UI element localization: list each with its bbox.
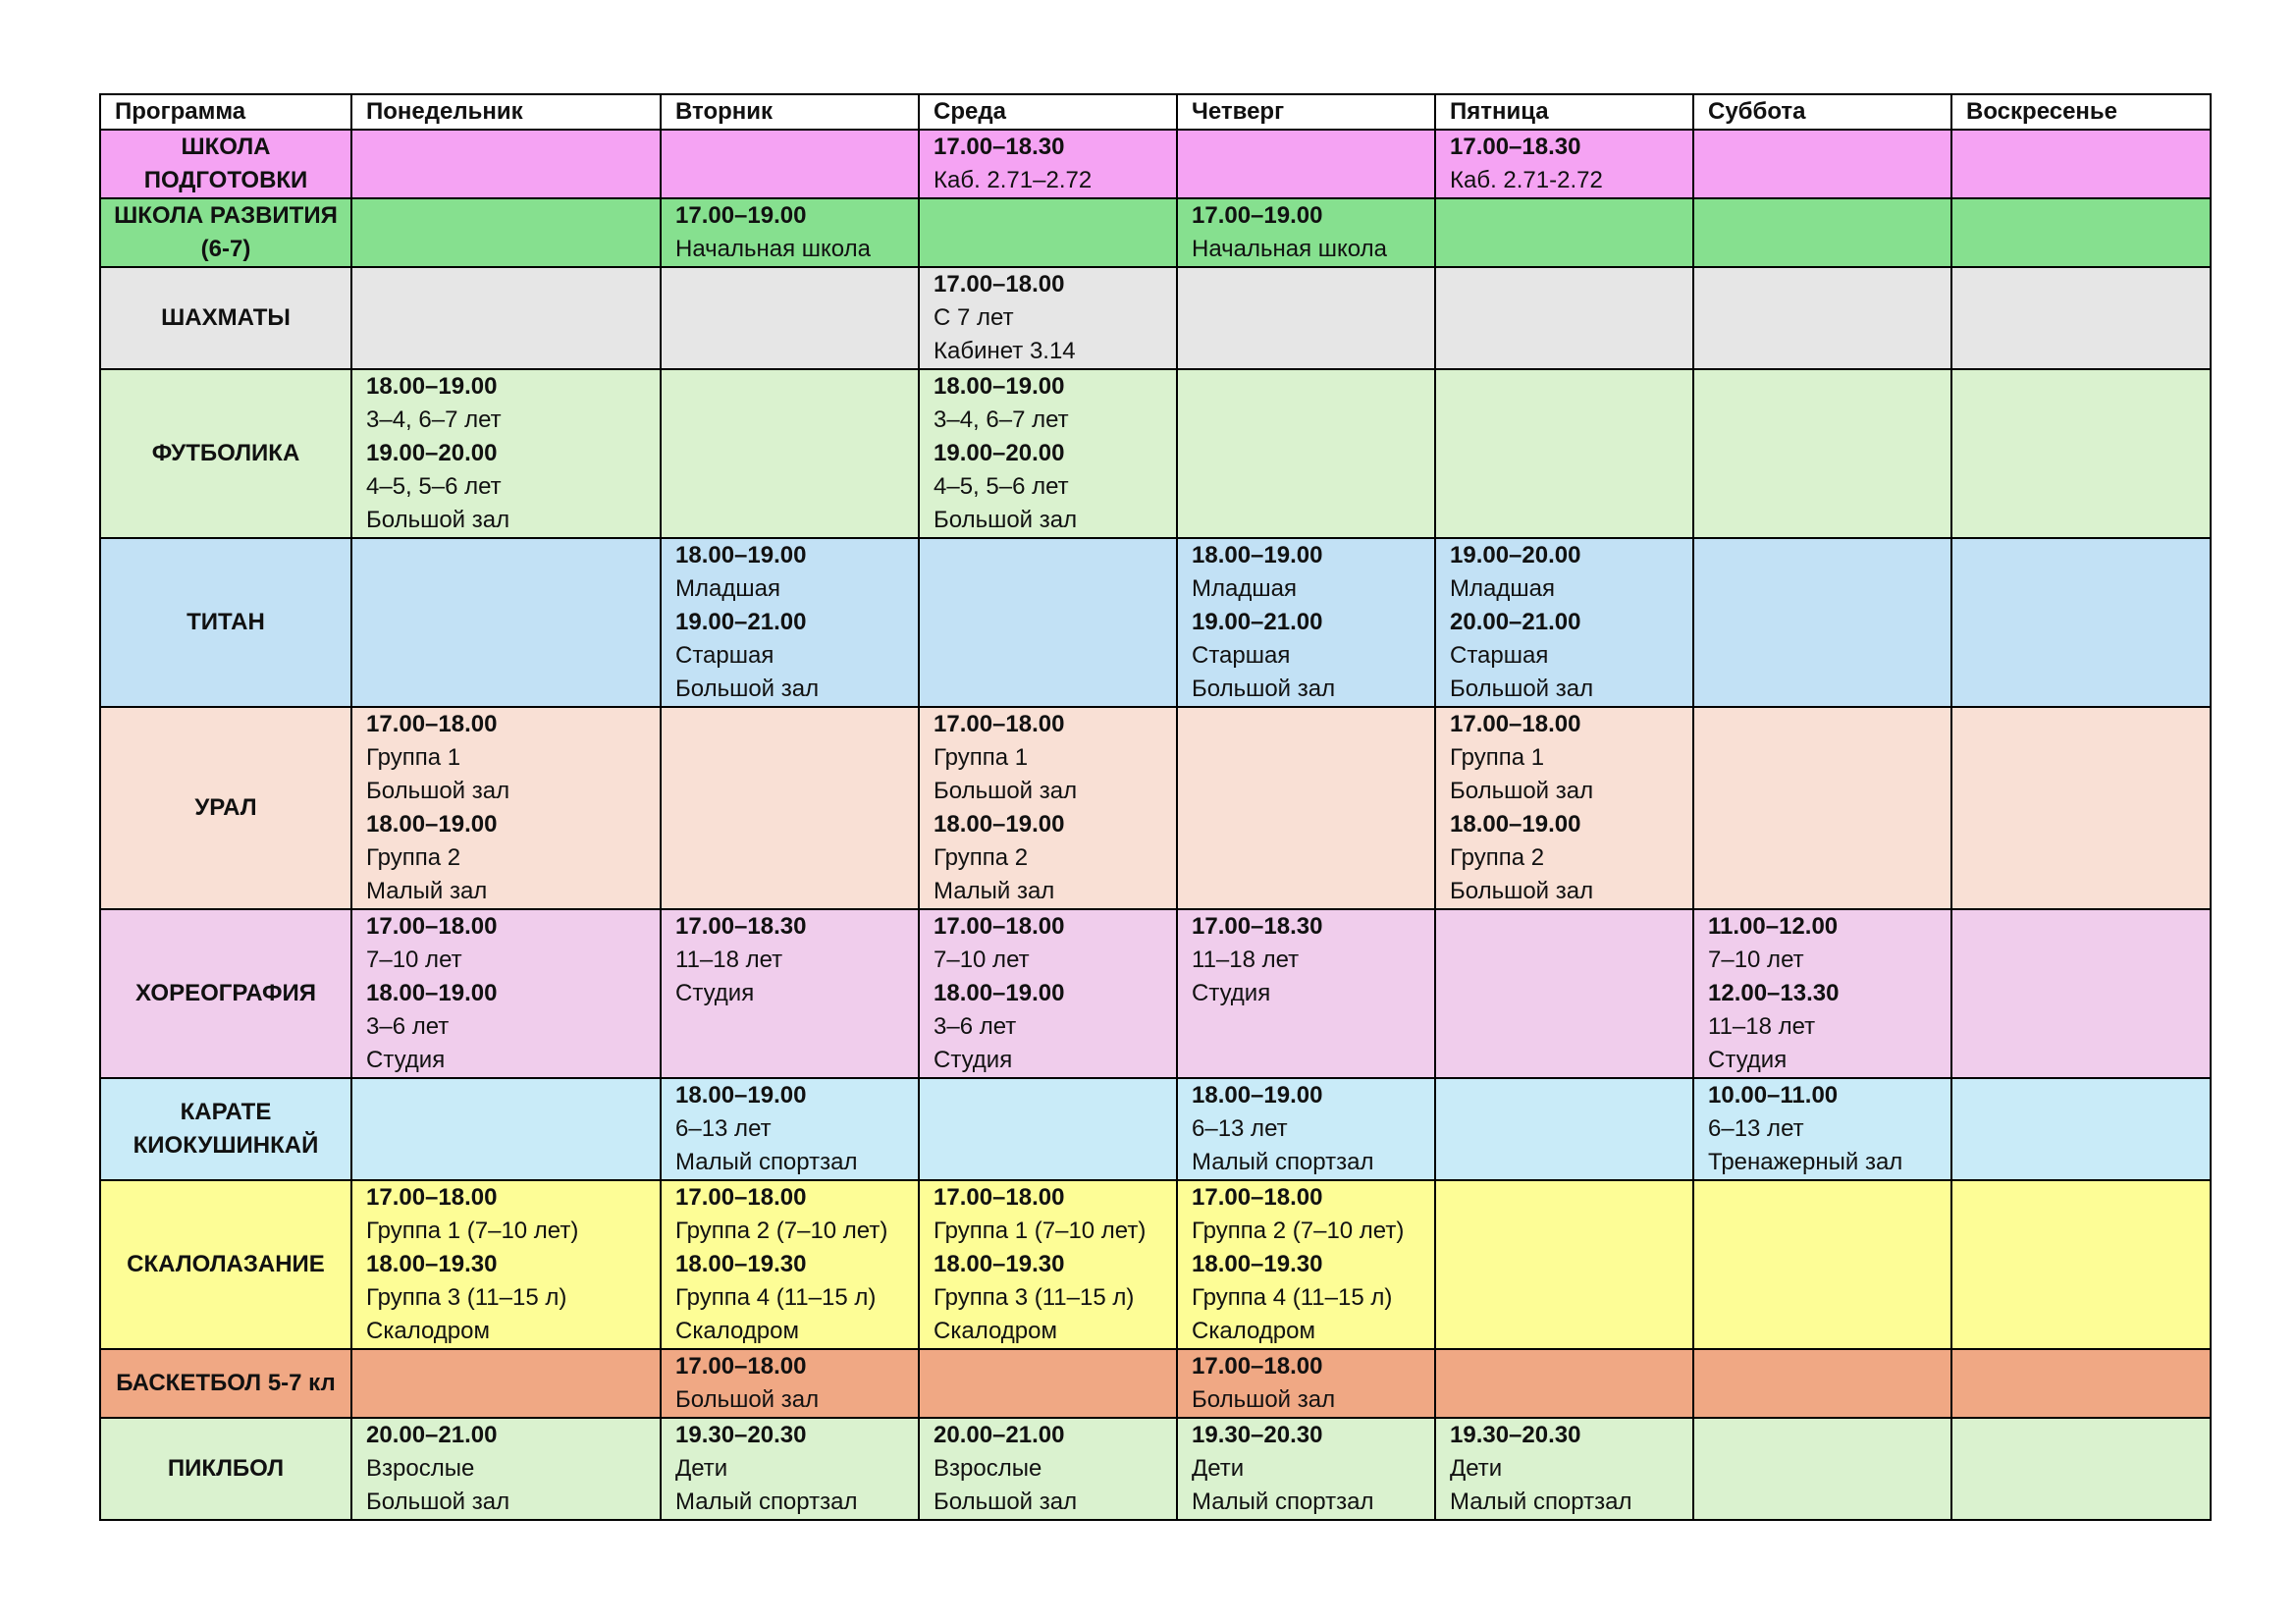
schedule-cell-wednesday [919, 198, 1177, 267]
header-friday: Пятница [1435, 94, 1693, 130]
program-name: ТИТАН [100, 538, 351, 707]
schedule-cell-sunday [1951, 1180, 2211, 1349]
program-name: КАРАТЕ КИОКУШИНКАЙ [100, 1078, 351, 1180]
cell-detail: Дети [675, 1455, 728, 1482]
time-slot: 17.00–18.00 [934, 913, 1065, 940]
schedule-cell-tuesday [661, 1418, 919, 1520]
cell-detail: Группа 3 (11–15 л) [366, 1284, 567, 1311]
time-slot: 18.00–19.00 [934, 373, 1065, 400]
time-slot: 17.00–19.00 [1192, 202, 1323, 229]
schedule-cell-saturday [1693, 909, 1951, 1078]
schedule-cell-saturday [1693, 1078, 1951, 1180]
schedule-cell-thursday [1177, 198, 1435, 267]
cell-detail: Большой зал [934, 1489, 1078, 1515]
cell-detail: Скалодром [934, 1318, 1057, 1344]
cell-detail: 6–13 лет [675, 1115, 772, 1142]
time-slot: 19.00–20.00 [1450, 542, 1581, 568]
time-slot: 19.30–20.30 [1192, 1422, 1323, 1448]
schedule-cell-thursday [1177, 909, 1435, 1078]
schedule-cell-monday [351, 538, 661, 707]
cell-detail: Группа 1 [1450, 744, 1545, 771]
time-slot: 18.00–19.00 [366, 980, 498, 1006]
cell-detail: Группа 3 (11–15 л) [934, 1284, 1135, 1311]
cell-detail: 6–13 лет [1708, 1115, 1804, 1142]
cell-detail: Группа 1 [366, 744, 461, 771]
schedule-cell-tuesday [661, 369, 919, 538]
cell-detail: Начальная школа [675, 236, 871, 262]
cell-detail: Большой зал [675, 676, 820, 702]
schedule-cell-monday [351, 267, 661, 369]
time-slot: 18.00–19.00 [934, 980, 1065, 1006]
header-saturday: Суббота [1693, 94, 1951, 130]
cell-detail: Малый спортзал [1192, 1489, 1374, 1515]
table-row [100, 1180, 2211, 1349]
cell-detail: Группа 2 (7–10 лет) [675, 1218, 888, 1244]
cell-detail: Взрослые [934, 1455, 1042, 1482]
time-slot: 17.00–18.00 [675, 1353, 807, 1380]
schedule-cell-saturday [1693, 198, 1951, 267]
program-name: ПИКЛБОЛ [100, 1418, 351, 1520]
cell-detail: 7–10 лет [366, 947, 462, 973]
schedule-cell-wednesday [919, 267, 1177, 369]
schedule-cell-tuesday [661, 198, 919, 267]
schedule-cell-friday [1435, 1078, 1693, 1180]
cell-detail: Большой зал [1192, 1386, 1336, 1413]
cell-detail: Старшая [1450, 642, 1549, 669]
time-slot: 17.00–18.00 [1450, 711, 1581, 737]
schedule-cell-friday [1435, 538, 1693, 707]
table-row [100, 909, 2211, 1078]
schedule-cell-saturday [1693, 1349, 1951, 1418]
header-program: Программа [100, 94, 351, 130]
schedule-cell-thursday [1177, 130, 1435, 198]
time-slot: 17.00–18.00 [934, 711, 1065, 737]
cell-detail: Взрослые [366, 1455, 475, 1482]
schedule-cell-wednesday [919, 130, 1177, 198]
cell-detail: Большой зал [675, 1386, 820, 1413]
cell-detail: 3–4, 6–7 лет [934, 406, 1069, 433]
schedule-cell-tuesday [661, 1349, 919, 1418]
cell-detail: Большой зал [1450, 778, 1594, 804]
cell-detail: Младшая [1450, 575, 1555, 602]
header-tuesday: Вторник [661, 94, 919, 130]
cell-detail: Скалодром [366, 1318, 490, 1344]
time-slot: 19.30–20.30 [1450, 1422, 1581, 1448]
schedule-cell-sunday [1951, 369, 2211, 538]
cell-detail: Дети [1450, 1455, 1503, 1482]
header-sunday: Воскресенье [1951, 94, 2211, 130]
table-row [100, 369, 2211, 538]
schedule-cell-tuesday [661, 538, 919, 707]
time-slot: 17.00–18.00 [1192, 1184, 1323, 1211]
cell-detail: Старшая [1192, 642, 1291, 669]
cell-detail: Каб. 2.71–2.72 [934, 167, 1093, 193]
cell-detail: Студия [675, 980, 755, 1006]
cell-detail: Малый спортзал [675, 1149, 858, 1175]
table-row [100, 198, 2211, 267]
schedule-cell-saturday [1693, 1180, 1951, 1349]
cell-detail: Малый спортзал [1450, 1489, 1632, 1515]
schedule-cell-friday [1435, 130, 1693, 198]
time-slot: 17.00–18.00 [1192, 1353, 1323, 1380]
cell-detail: 7–10 лет [934, 947, 1030, 973]
time-slot: 19.00–20.00 [366, 440, 498, 466]
header-thursday: Четверг [1177, 94, 1435, 130]
schedule-cell-friday [1435, 1349, 1693, 1418]
time-slot: 18.00–19.00 [366, 373, 498, 400]
time-slot: 18.00–19.30 [934, 1251, 1065, 1277]
time-slot: 17.00–18.00 [366, 1184, 498, 1211]
header-monday: Понедельник [351, 94, 661, 130]
table-row [100, 1078, 2211, 1180]
schedule-cell-sunday [1951, 1349, 2211, 1418]
time-slot: 17.00–18.00 [675, 1184, 807, 1211]
header-row [100, 94, 2211, 130]
schedule-cell-wednesday [919, 538, 1177, 707]
cell-detail: Младшая [1192, 575, 1297, 602]
cell-detail: 3–6 лет [366, 1013, 450, 1040]
table-row [100, 538, 2211, 707]
cell-detail: Студия [934, 1047, 1013, 1073]
schedule-cell-wednesday [919, 1349, 1177, 1418]
program-name: УРАЛ [100, 707, 351, 909]
schedule-cell-tuesday [661, 1180, 919, 1349]
time-slot: 19.00–21.00 [1192, 609, 1323, 635]
cell-detail: Большой зал [366, 1489, 510, 1515]
schedule-cell-saturday [1693, 369, 1951, 538]
program-name: ШКОЛА РАЗВИТИЯ (6-7) [100, 198, 351, 267]
schedule-cell-thursday [1177, 1180, 1435, 1349]
header-wednesday: Среда [919, 94, 1177, 130]
schedule-cell-monday [351, 369, 661, 538]
time-slot: 12.00–13.30 [1708, 980, 1840, 1006]
table-row [100, 707, 2211, 909]
table-row [100, 1349, 2211, 1418]
schedule-cell-friday [1435, 1180, 1693, 1349]
time-slot: 18.00–19.00 [1192, 1082, 1323, 1109]
schedule-cell-wednesday [919, 369, 1177, 538]
schedule-cell-sunday [1951, 538, 2211, 707]
schedule-cell-wednesday [919, 1418, 1177, 1520]
cell-detail: 3–6 лет [934, 1013, 1017, 1040]
schedule-cell-sunday [1951, 1418, 2211, 1520]
cell-detail: Большой зал [934, 507, 1078, 533]
schedule-cell-tuesday [661, 130, 919, 198]
schedule-cell-saturday [1693, 538, 1951, 707]
time-slot: 18.00–19.00 [675, 542, 807, 568]
cell-detail: Группа 1 (7–10 лет) [934, 1218, 1147, 1244]
schedule-cell-friday [1435, 909, 1693, 1078]
cell-detail: Дети [1192, 1455, 1245, 1482]
program-name: ШАХМАТЫ [100, 267, 351, 369]
cell-detail: Старшая [675, 642, 774, 669]
cell-detail: 11–18 лет [1192, 947, 1300, 973]
table-row [100, 267, 2211, 369]
cell-detail: Младшая [675, 575, 780, 602]
schedule-cell-sunday [1951, 909, 2211, 1078]
time-slot: 18.00–19.30 [675, 1251, 807, 1277]
schedule-cell-thursday [1177, 707, 1435, 909]
time-slot: 20.00–21.00 [1450, 609, 1581, 635]
cell-detail: Студия [366, 1047, 446, 1073]
cell-detail: Большой зал [1450, 878, 1594, 904]
time-slot: 19.00–21.00 [675, 609, 807, 635]
time-slot: 18.00–19.00 [934, 811, 1065, 838]
schedule-cell-thursday [1177, 1418, 1435, 1520]
time-slot: 19.00–20.00 [934, 440, 1065, 466]
schedule-cell-thursday [1177, 1349, 1435, 1418]
cell-detail: Группа 2 [934, 844, 1029, 871]
cell-detail: Большой зал [1192, 676, 1336, 702]
program-name: СКАЛОЛАЗАНИЕ [100, 1180, 351, 1349]
schedule-cell-friday [1435, 198, 1693, 267]
schedule-cell-friday [1435, 707, 1693, 909]
schedule-cell-saturday [1693, 267, 1951, 369]
schedule-cell-monday [351, 1349, 661, 1418]
table-body [100, 130, 2211, 1520]
schedule-cell-monday [351, 1078, 661, 1180]
cell-detail: Студия [1708, 1047, 1788, 1073]
schedule-cell-tuesday [661, 909, 919, 1078]
schedule-cell-monday [351, 198, 661, 267]
schedule-cell-thursday [1177, 538, 1435, 707]
cell-detail: Малый зал [366, 878, 488, 904]
cell-detail: С 7 лет [934, 304, 1014, 331]
cell-detail: 11–18 лет [1708, 1013, 1816, 1040]
cell-detail: Большой зал [934, 778, 1078, 804]
cell-detail: 6–13 лет [1192, 1115, 1288, 1142]
cell-detail: Группа 2 [1450, 844, 1545, 871]
cell-detail: Большой зал [1450, 676, 1594, 702]
time-slot: 18.00–19.00 [675, 1082, 807, 1109]
schedule-cell-saturday [1693, 707, 1951, 909]
time-slot: 18.00–19.00 [1192, 542, 1323, 568]
schedule-cell-wednesday [919, 1180, 1177, 1349]
schedule-cell-saturday [1693, 1418, 1951, 1520]
cell-detail: Скалодром [675, 1318, 799, 1344]
time-slot: 20.00–21.00 [934, 1422, 1065, 1448]
time-slot: 17.00–18.00 [366, 711, 498, 737]
cell-detail: Начальная школа [1192, 236, 1387, 262]
time-slot: 17.00–18.00 [934, 271, 1065, 298]
cell-detail: 11–18 лет [675, 947, 783, 973]
schedule-cell-thursday [1177, 267, 1435, 369]
time-slot: 19.30–20.30 [675, 1422, 807, 1448]
cell-detail: Группа 1 [934, 744, 1029, 771]
table-row [100, 1418, 2211, 1520]
cell-detail: Большой зал [366, 507, 510, 533]
cell-detail: Студия [1192, 980, 1271, 1006]
time-slot: 18.00–19.30 [366, 1251, 498, 1277]
time-slot: 18.00–19.00 [366, 811, 498, 838]
cell-detail: Группа 2 [366, 844, 461, 871]
schedule-cell-sunday [1951, 1078, 2211, 1180]
program-name: ХОРЕОГРАФИЯ [100, 909, 351, 1078]
schedule-cell-friday [1435, 1418, 1693, 1520]
schedule-cell-monday [351, 1180, 661, 1349]
table-row [100, 130, 2211, 198]
cell-detail: 7–10 лет [1708, 947, 1804, 973]
schedule-cell-sunday [1951, 707, 2211, 909]
schedule-cell-sunday [1951, 267, 2211, 369]
time-slot: 17.00–18.30 [675, 913, 807, 940]
cell-detail: Группа 1 (7–10 лет) [366, 1218, 579, 1244]
cell-detail: 4–5, 5–6 лет [366, 473, 502, 500]
schedule-cell-monday [351, 130, 661, 198]
program-name: БАСКЕТБОЛ 5-7 кл [100, 1349, 351, 1418]
program-name: ФУТБОЛИКА [100, 369, 351, 538]
schedule-cell-saturday [1693, 130, 1951, 198]
cell-detail: Малый зал [934, 878, 1055, 904]
schedule-cell-wednesday [919, 1078, 1177, 1180]
time-slot: 17.00–18.30 [1192, 913, 1323, 940]
schedule-cell-sunday [1951, 130, 2211, 198]
cell-detail: Малый спортзал [1192, 1149, 1374, 1175]
time-slot: 17.00–18.00 [934, 1184, 1065, 1211]
cell-detail: 3–4, 6–7 лет [366, 406, 502, 433]
cell-detail: Малый спортзал [675, 1489, 858, 1515]
schedule-cell-monday [351, 707, 661, 909]
time-slot: 18.00–19.00 [1450, 811, 1581, 838]
cell-detail: Группа 4 (11–15 л) [675, 1284, 877, 1311]
cell-detail: Тренажерный зал [1708, 1149, 1903, 1175]
time-slot: 11.00–12.00 [1708, 913, 1839, 940]
cell-detail: Группа 2 (7–10 лет) [1192, 1218, 1405, 1244]
time-slot: 18.00–19.30 [1192, 1251, 1323, 1277]
schedule-cell-monday [351, 1418, 661, 1520]
time-slot: 17.00–19.00 [675, 202, 807, 229]
time-slot: 17.00–18.30 [1450, 134, 1581, 160]
schedule-cell-wednesday [919, 707, 1177, 909]
time-slot: 10.00–11.00 [1708, 1082, 1839, 1109]
schedule-cell-friday [1435, 369, 1693, 538]
schedule-cell-thursday [1177, 1078, 1435, 1180]
schedule-table [99, 93, 2212, 1521]
table-header [100, 94, 2211, 130]
schedule-cell-tuesday [661, 267, 919, 369]
cell-detail: Кабинет 3.14 [934, 338, 1076, 364]
cell-detail: Группа 4 (11–15 л) [1192, 1284, 1393, 1311]
time-slot: 17.00–18.00 [366, 913, 498, 940]
schedule-cell-tuesday [661, 1078, 919, 1180]
schedule-cell-tuesday [661, 707, 919, 909]
schedule-cell-friday [1435, 267, 1693, 369]
schedule-cell-wednesday [919, 909, 1177, 1078]
cell-detail: 4–5, 5–6 лет [934, 473, 1069, 500]
time-slot: 20.00–21.00 [366, 1422, 498, 1448]
schedule-cell-sunday [1951, 198, 2211, 267]
time-slot: 17.00–18.30 [934, 134, 1065, 160]
schedule-cell-monday [351, 909, 661, 1078]
cell-detail: Большой зал [366, 778, 510, 804]
cell-detail: Скалодром [1192, 1318, 1315, 1344]
schedule-cell-thursday [1177, 369, 1435, 538]
program-name: ШКОЛА ПОДГОТОВКИ [100, 130, 351, 198]
cell-detail: Каб. 2.71-2.72 [1450, 167, 1603, 193]
